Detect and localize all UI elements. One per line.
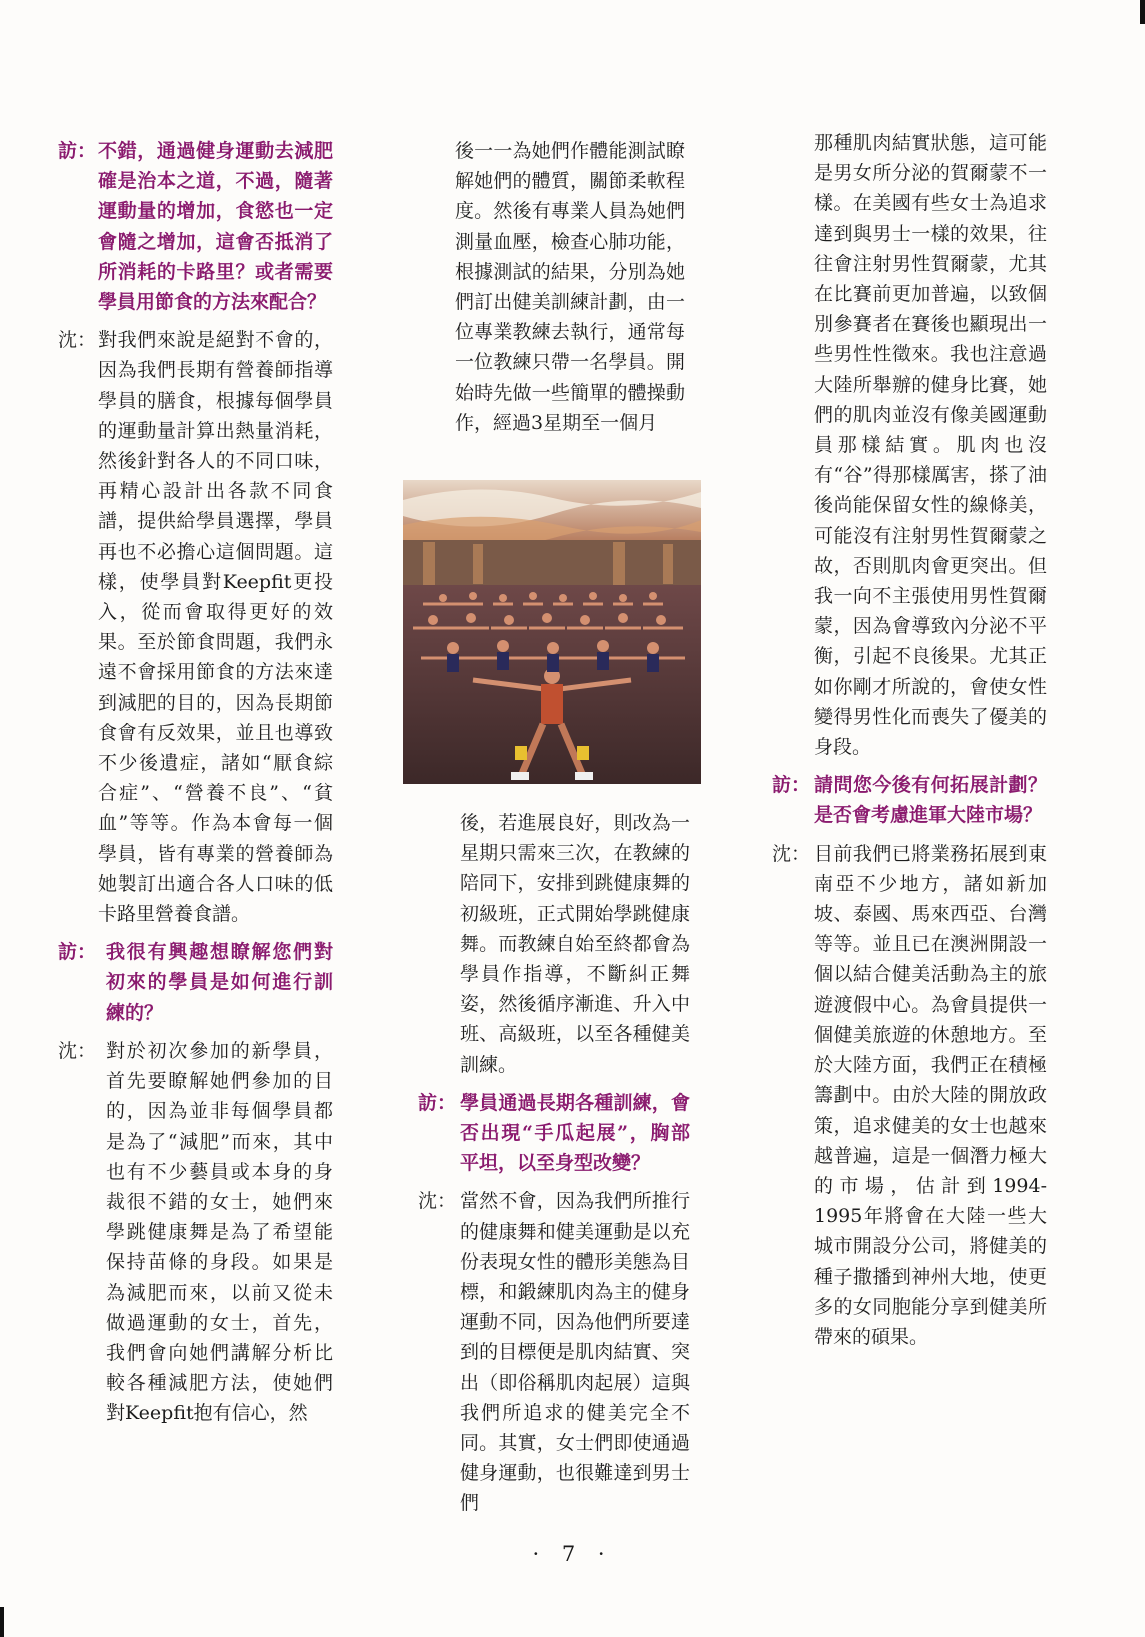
aerobics-class-photo: [403, 480, 701, 784]
question-2: [58, 937, 333, 1028]
text-block: [418, 808, 690, 1080]
question-3: [418, 1088, 690, 1179]
answer-3: [418, 1186, 690, 1518]
aerobics-photo-illustration: [403, 480, 701, 784]
answer-text: 對於初次參加的新學員，首先要瞭解她們參加的目的，因為並非每個學員都是為了“減肥”而來，其中也有不少藝員或本身的身裁很不錯的女士，她們來學跳健康舞是為了希望能保持苗條的身段。如果是為減肥而來，以前又從未做過運動的女士，首先，我們會向她們講解分析比較各種減肥方法，使她們對Keepfit抱有信心，然: [106, 1039, 333, 1425]
speaker-label: 訪：: [418, 1091, 457, 1114]
speaker-label: 沈：: [772, 842, 811, 865]
scan-edge-mark-top-right: [1140, 0, 1145, 24]
continued-text: 那種肌肉結實狀態，這可能是男女所分泌的賀爾蒙不一樣。在美國有些女士為追求達到與男士一樣的效果，往往會注射男性賀爾蒙，尤其在比賽前更加普遍，以致個別參賽者在賽後也顯現出一些男性性徵來。我也注意過大陸所舉辦的健身比賽，她們的肌肉並沒有像美國運動員那樣結實。肌肉也沒有“谷”得那樣厲害，搽了油後尚能保留女性的線條美，可能沒有注射男性賀爾蒙之故，否則肌肉會更突出。但我一向不主張使用男性賀爾蒙，因為會導致內分泌不平衡，引起不良後果。尤其正如你剛才所說的，會使女性變得男性化而喪失了優美的身段。: [814, 132, 1047, 759]
speaker-label: 沈：: [58, 1039, 97, 1062]
page-number: · 7 ·: [532, 1542, 613, 1566]
text-block: 後一一為她們作體能測試瞭解她們的體質，關節柔軟程度。然後有專業人員為她們測量血壓，檢查心肺功能，根據測試的結果，分別為她們訂出健美訓練計劃，由一位專業教練去執行，通常每一位教練只帶一名學員。開始時先做一些簡單的體操動作，經過3星期至一個月: [455, 140, 685, 434]
question-text: 我很有興趣想瞭解您們對初來的學員是如何進行訓練的？: [106, 941, 333, 1024]
question-1: [58, 136, 333, 317]
question-4: [772, 770, 1047, 830]
speaker-label: 沈：: [58, 329, 97, 352]
question-text: 不錯，通過健身運動去減肥確是治本之道，不過，隨著運動量的增加，食慾也一定會隨之增加，這會否抵消了所消耗的卡路里？或者需要學員用節食的方法來配合？: [98, 140, 333, 314]
question-text: 學員通過長期各種訓練，會否出現“手瓜起展”，胸部平坦，以至身型改變？: [460, 1091, 690, 1175]
answer-text: 對我們來說是絕對不會的，因為我們長期有營養師指導學員的膳食，根據每個學員的運動量計算出熱量消耗，然後針對各人的不同口味，再精心設計出各款不同食譜，提供給學員選擇，學員再也不必擔心這個問題。這樣，使學員對Keepfit更投入，從而會取得更好的效果。至於節食問題，我們永遠不會採用節食的方法來達到減肥的目的，因為長期節食會有反效果，並且也導致不少後遺症，諸如“厭食綜合症”、“營養不良”、“貧血”等等。作為本會每一個學員，皆有專業的營養師為她製訂出適合各人口味的低卡路里營養食譜。: [98, 329, 333, 926]
text-block: [772, 128, 1047, 762]
answer-2: [58, 1036, 333, 1429]
column-2-bottom: [418, 808, 690, 1519]
continued-text: 後，若進展良好，則改為一星期只需來三次，在教練的陪同下，安排到跳健康舞的初級班，正式開始學跳健康舞。而教練自始至終都會為學員作指導，不斷糾正舞姿，然後循序漸進、升入中班、高級班，以至各種健美訓練。: [460, 812, 690, 1076]
speaker-label: 訪：: [58, 941, 97, 964]
column-2-top: [455, 136, 685, 438]
question-text: 請問您今後有何拓展計劃？是否會考慮進軍大陸市場？: [814, 774, 1047, 827]
answer-4: [772, 839, 1047, 1352]
answer-1: [58, 325, 333, 929]
speaker-label: 沈：: [418, 1190, 457, 1213]
column-3: [772, 128, 1047, 1352]
column-1: [58, 136, 333, 1429]
answer-text: 目前我們已將業務拓展到東南亞不少地方，諸如新加坡、泰國、馬來西亞、台灣等等。並且已在澳洲開設一個以結合健美活動為主的旅遊渡假中心。為會員提供一個健美旅遊的休憩地方。至於大陸方面，我們正在積極籌劃中。由於大陸的開放政策，追求健美的女士也越來越普遍，這是一個潛力極大的市場，估計到1994-1995年將會在大陸一些大城市開設分公司，將健美的種子撒播到神州大地，使更多的女同胞能分享到健美所帶來的碩果。: [814, 842, 1047, 1348]
scan-edge-mark-bottom-left: [0, 1607, 4, 1637]
speaker-label: 訪：: [58, 140, 97, 162]
answer-text: 當然不會，因為我們所推行的健康舞和健美運動是以充份表現女性的體形美態為目標，和鍛練肌肉為主的健身運動不同，因為他們所要達到的目標便是肌肉結實、突出（即俗稱肌肉起展）這與我們所追求的健美完全不同。其實，女士們即使通過健身運動，也很難達到男士們: [460, 1190, 690, 1515]
speaker-label: 訪：: [772, 774, 811, 797]
